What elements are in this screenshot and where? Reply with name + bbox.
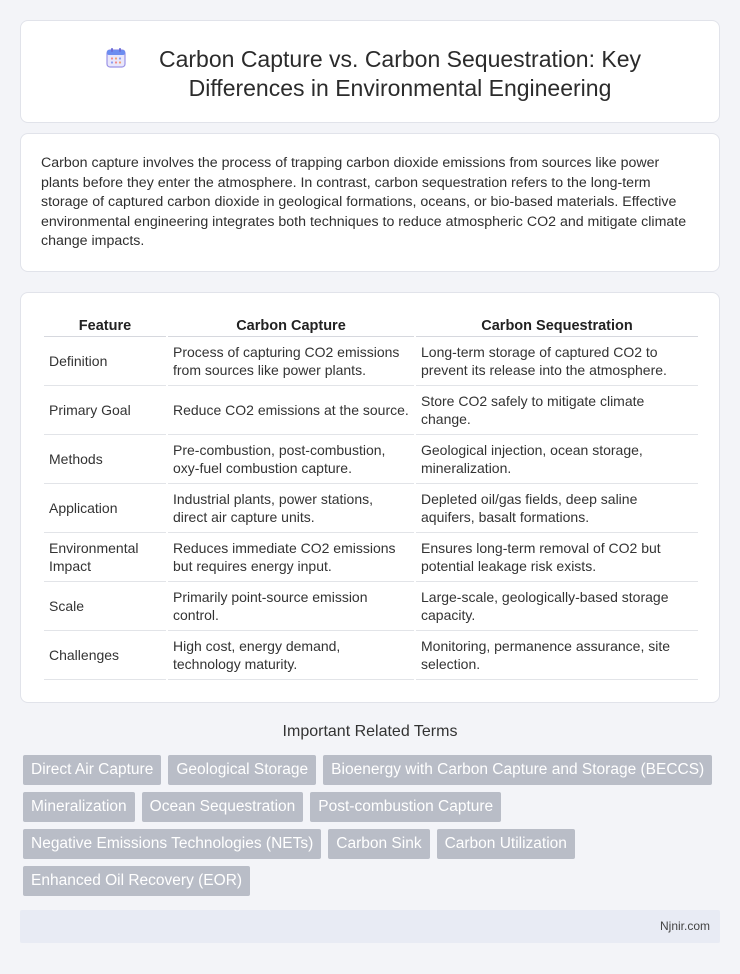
row-capture: High cost, energy demand, technology maturity. [168,631,414,680]
table-row [44,337,698,386]
table-row [44,533,698,582]
term-tag[interactable]: Post-combustion Capture [310,792,501,822]
page-title: Carbon Capture vs. Carbon Sequestration: Key Differences in Environmental Engineering [159,46,641,101]
comparison-table [42,315,700,680]
term-tag[interactable]: Carbon Utilization [437,829,575,859]
term-tag[interactable]: Enhanced Oil Recovery (EOR) [23,866,250,896]
table-row [44,582,698,631]
row-capture: Reduce CO2 emissions at the source. [168,386,414,435]
header-feature: Feature [44,315,166,337]
term-tag[interactable]: Ocean Sequestration [142,792,304,822]
row-sequestration: Monitoring, permanence assurance, site selection. [416,631,698,680]
row-capture: Industrial plants, power stations, direct air capture units. [168,484,414,533]
row-feature: Environmental Impact [44,533,166,582]
row-sequestration: Ensures long-term removal of CO2 but potential leakage risk exists. [416,533,698,582]
table-row [44,435,698,484]
row-feature: Challenges [44,631,166,680]
row-capture: Pre-combustion, post-combustion, oxy-fuel combustion capture. [168,435,414,484]
footer [20,910,720,943]
term-tag[interactable]: Negative Emissions Technologies (NETs) [23,829,321,859]
footer-site-link[interactable]: Njnir.com [659,919,710,933]
row-sequestration: Long-term storage of captured CO2 to prevent its release into the atmosphere. [416,337,698,386]
intro-card [20,133,720,272]
related-terms-list [23,755,723,896]
table-row [44,484,698,533]
row-sequestration: Large-scale, geologically-based storage capacity. [416,582,698,631]
row-capture: Primarily point-source emission control. [168,582,414,631]
title-card [20,20,720,123]
row-capture: Reduces immediate CO2 emissions but requires energy input. [168,533,414,582]
table-row [44,386,698,435]
row-feature: Application [44,484,166,533]
table-row [44,631,698,680]
term-tag[interactable]: Geological Storage [168,755,316,785]
term-tag[interactable]: Bioenergy with Carbon Capture and Storage (BECCS) [323,755,712,785]
row-sequestration: Store CO2 safely to mitigate climate change. [416,386,698,435]
row-feature: Scale [44,582,166,631]
row-capture: Process of capturing CO2 emissions from sources like power plants. [168,337,414,386]
term-tag[interactable]: Direct Air Capture [23,755,161,785]
intro-paragraph: Carbon capture involves the process of trapping carbon dioxide emissions from sources like power plants before they enter the atmosphere. In contrast, carbon sequestration refers to the long-term storage of captured carbon dioxide in geological formations, oceans, or bio-based materials. Effective environmental engineering integrates both techniques to reduce atmospheric CO2 and mitigate climate change impacts. [41,155,687,249]
row-sequestration: Depleted oil/gas fields, deep saline aquifers, basalt formations. [416,484,698,533]
header-carbon-sequestration: Carbon Sequestration [416,315,698,337]
row-sequestration: Geological injection, ocean storage, mineralization. [416,435,698,484]
row-feature: Definition [44,337,166,386]
related-terms-heading: Important Related Terms [282,723,458,740]
row-feature: Primary Goal [44,386,166,435]
header-carbon-capture: Carbon Capture [168,315,414,337]
table-header-row [44,315,698,337]
comparison-card [20,292,720,703]
row-feature: Methods [44,435,166,484]
term-tag[interactable]: Mineralization [23,792,135,822]
term-tag[interactable]: Carbon Sink [328,829,429,859]
